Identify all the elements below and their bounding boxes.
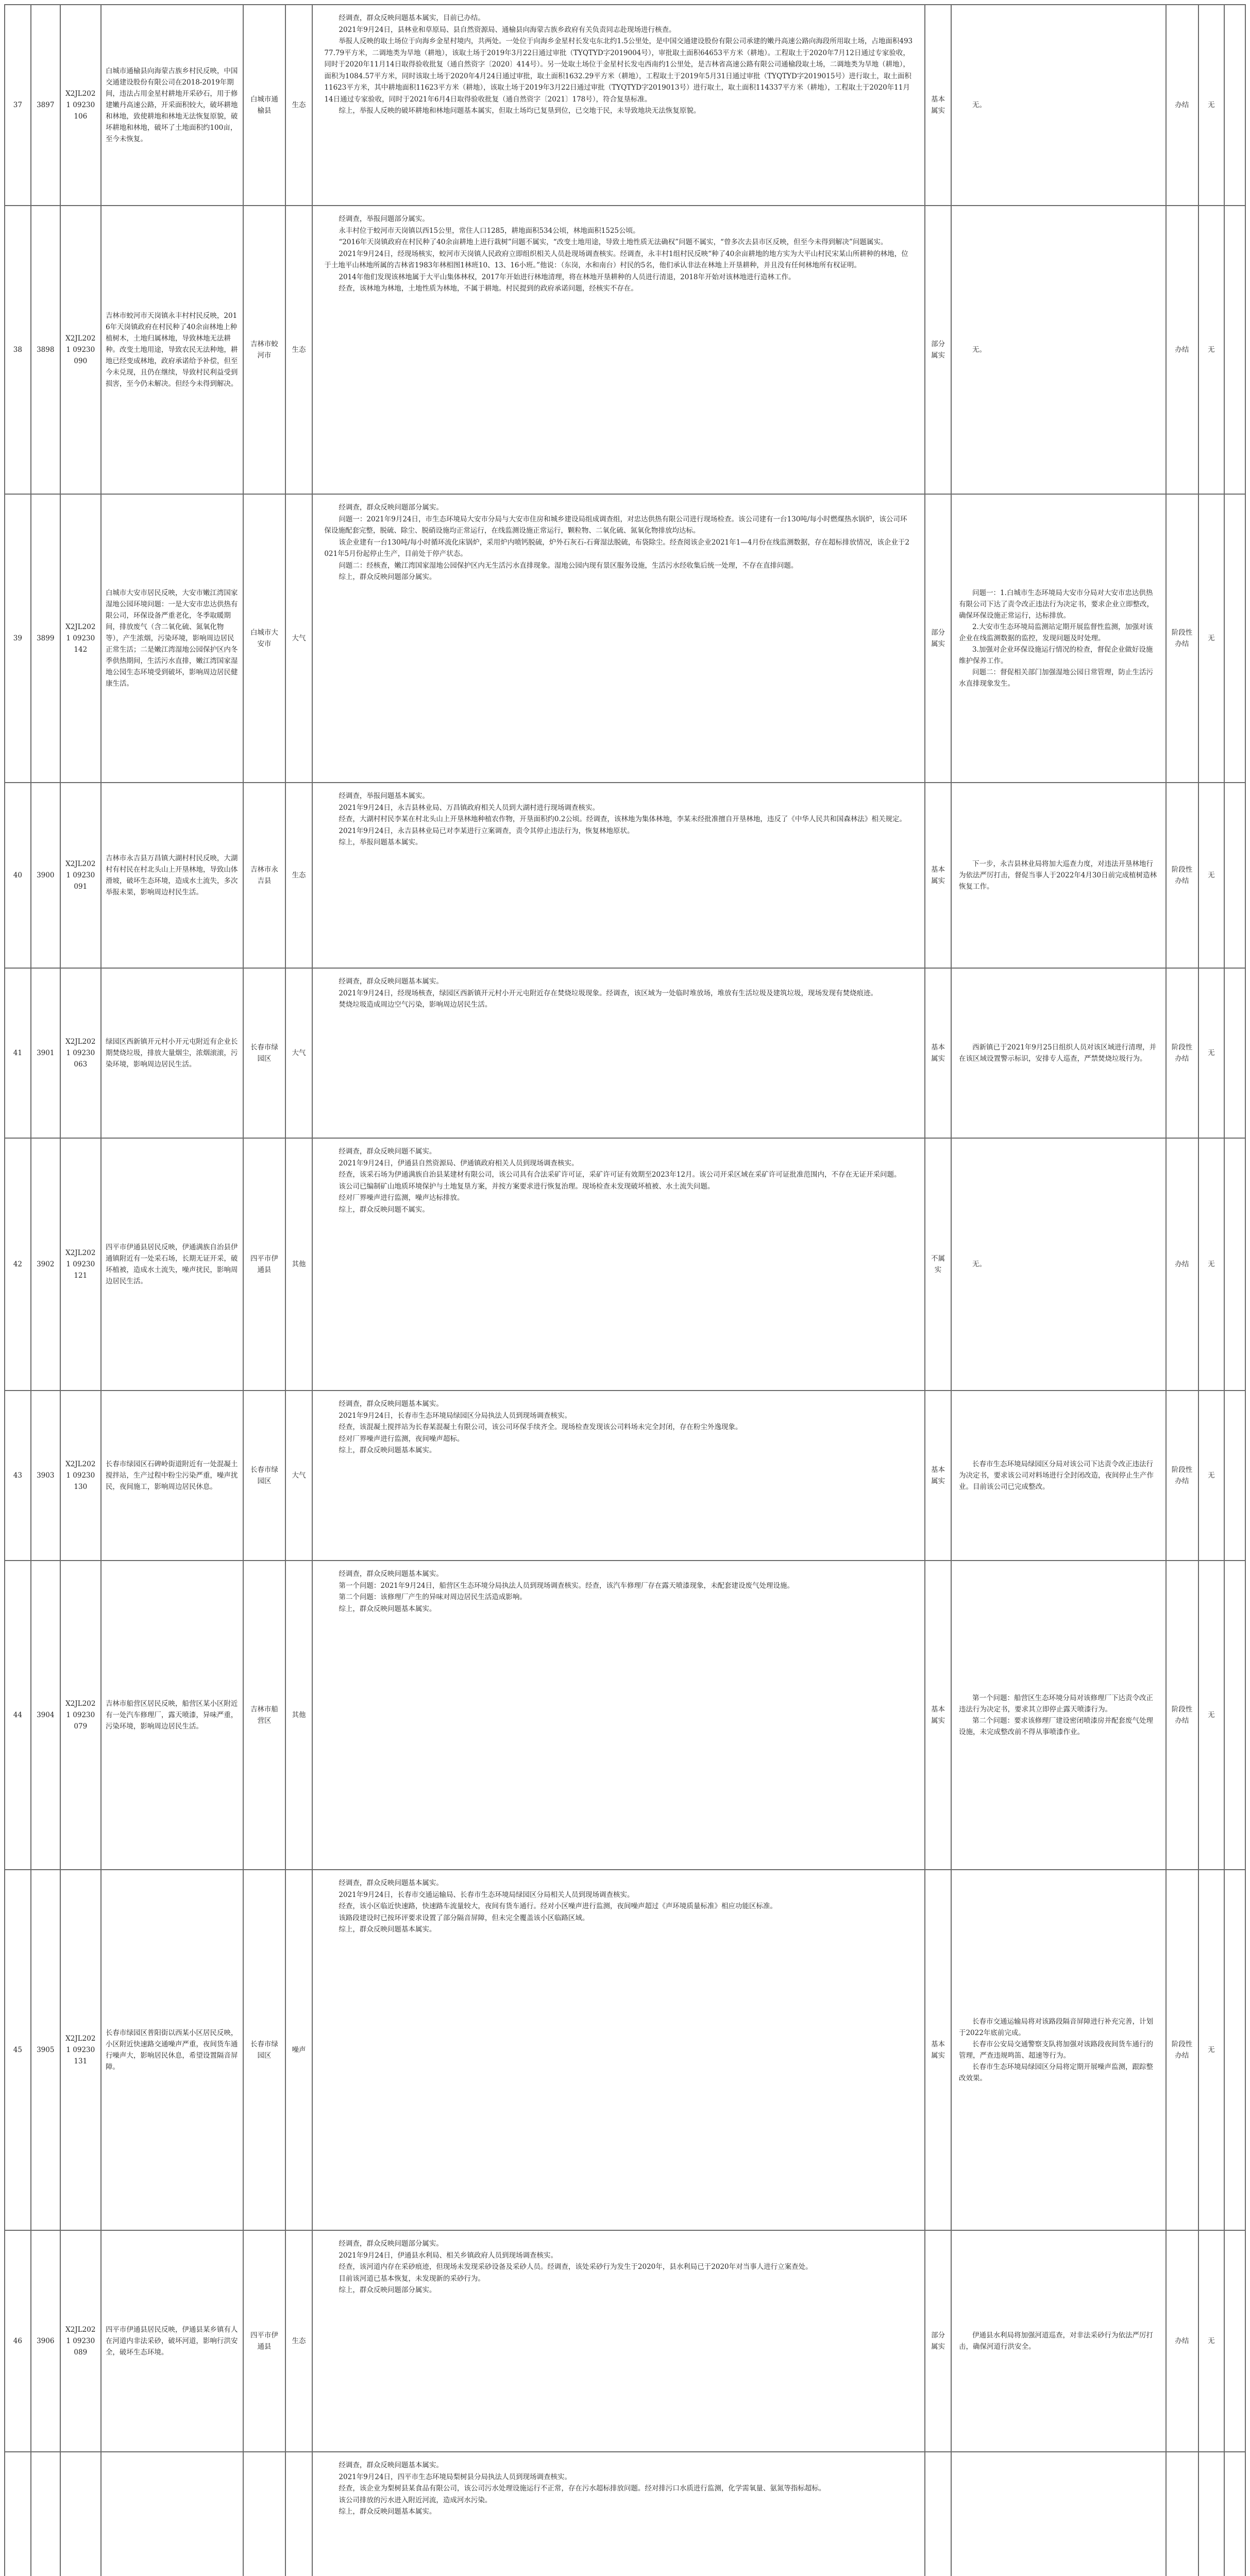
verdict: 基本属实 [925,1870,951,2230]
remark [1224,5,1245,206]
table-row [5,968,1245,1138]
remark [1224,2230,1245,2452]
investigation-process-paragraph: 经调查，群众反映问题基本属实，目前已办结。 [339,14,485,22]
rectification [951,1138,1166,1391]
accountability: 无 [1198,1138,1225,1391]
case-id: X2JL2021 09230091 [60,783,101,968]
row-number: 43 [5,1391,31,1561]
rectification [951,2452,1166,2576]
investigation-process [312,494,925,783]
complaint-text: 白城市大安市居民反映，大安市嫩江湾国家湿地公园环境问题：一是大安市忠达供热有限公司，环保设备严重老化，冬季取暖期间，排放废气（含二氧化硫、氮氧化物等），产生浓烟，污染环境，影响周边居民正常生活；二是嫩江湾湿地公园保护区内冬季供热期间，生活污水直排，嫩江湾国家湿地公园生态环境受到破坏，影响周边居民健康生活。 [101,494,243,783]
investigation-process-paragraph: 经调查，群众反映问题基本属实。 [339,1400,443,1408]
status: 阶段性办结 [1166,1870,1198,2230]
investigation-process-paragraph: 经调查，群众反映问题基本属实。 [339,1570,443,1578]
verdict: 基本属实 [925,1561,951,1870]
investigation-process [312,1561,925,1870]
rectification-paragraph: 长春市生态环境局绿园区分局对该公司下达责令改正违法行为决定书，要求该公司对料场进行全封闭改造，夜间停止生产作业。目前该公司已完成整改。 [958,1460,1154,1491]
complaint-text: 白城市通榆县向海蒙古族乡村民反映，中国交通建设股份有限公司在2018-2019年期间，违法占用金星村耕地开采砂石，用于修建嫩丹高速公路，开采面积较大，破坏耕地和林地，致使耕地和林地无法恢复原貌，破坏耕地和林地，破坏了土地面积约100亩，至今未恢复。 [101,5,243,206]
status: 办结 [1166,5,1198,206]
investigation-process [312,1138,925,1391]
document-page [4,4,1246,2576]
row-number: 41 [5,968,31,1138]
table-row [5,1391,1245,1561]
rectification-paragraph: 下一步，永吉县林业局将加大巡查力度，对违法开垦林地行为依法严厉打击，督促当事人于2022年4月30日前完成植树造林恢复工作。 [958,860,1157,891]
verdict: 部分属实 [925,2230,951,2452]
complaint-text [101,2452,243,2576]
case-code: 3899 [31,494,60,783]
accountability: 无 [1198,1870,1225,2230]
rectification [951,1870,1166,2230]
remark [1224,1138,1245,1391]
pollution-type: 大气 [285,968,313,1138]
investigation-process-paragraph: 2021年9月24日，伊通县自然资源局、伊通镇政府相关人员到现场调查核实。 [339,1159,579,1167]
pollution-type: 其他 [285,1138,313,1391]
pollution-type: 生态 [285,2230,313,2452]
rectification [951,1561,1166,1870]
location [243,2452,285,2576]
complaint-text: 四平市伊通县居民反映，伊通县某乡镇有人在河道内非法采砂，破坏河道，影响行洪安全，破坏生态环境。 [101,2230,243,2452]
investigation-process-paragraph: 焚烧垃圾造成周边空气污染，影响周边居民生活。 [339,1001,492,1009]
status: 办结 [1166,1138,1198,1391]
accountability: 无 [1198,5,1225,206]
investigation-process-paragraph: 第二个问题：该修理厂产生的异味对周边居民生活造成影响。 [339,1593,527,1601]
investigation-process-paragraph: 经调查，举报问题基本属实。 [339,792,429,800]
location: 白城市大安市 [243,494,285,783]
investigation-process-paragraph: 经调查，群众反映问题基本属实。 [339,1879,443,1887]
investigation-process-paragraph: 综上，群众反映问题基本属实。 [339,2507,436,2516]
rectification [951,1391,1166,1561]
location: 吉林市蛟河市 [243,206,285,494]
accountability: 无 [1198,783,1225,968]
investigation-process-paragraph: 问题二：经核查，嫩江湾国家湿地公园保护区内无生活污水直排现象。湿地公园内现有景区服务设施，生活污水经收集后统一处理，不存在直排问题。 [339,561,798,570]
investigation-process-paragraph: 综上，群众反映问题部分属实。 [339,573,436,581]
case-id: X2JL2021 09230131 [60,1870,101,2230]
investigation-process [312,783,925,968]
verdict: 基本属实 [925,783,951,968]
row-number: 40 [5,783,31,968]
rectification-paragraph: 无。 [972,346,986,354]
accountability: 无 [1198,1561,1225,1870]
accountability: 无 [1198,1391,1225,1561]
investigation-process [312,2230,925,2452]
rectification-paragraph: 第一个问题：船营区生态环境分局对该修理厂下达责令改正违法行为决定书，要求其立即停止露天喷漆行为。 [958,1694,1153,1714]
investigation-process-paragraph: 问题一：2021年9月24日，市生态环境局大安市分局与大安市住房和城乡建设局组成调查组，对忠达供热有限公司进行现场检查。该公司建有一台130吨/每小时燃煤热水锅炉，该公司环保设施配套完整，脱硫、除尘、脱硝设施均正常运行，在线监测设施正常运行，颗粒物、二氧化硫、氮氧化物排放均达标。 [324,515,907,535]
rectification-paragraph: 西新镇已于2021年9月25日组织人员对该区域进行清理，并在该区域设置警示标识，安排专人巡查，严禁焚烧垃圾行为。 [958,1043,1157,1063]
row-number: 45 [5,1870,31,2230]
pollution-type: 生态 [285,783,313,968]
pollution-type: 其他 [285,1561,313,1870]
verdict: 部分属实 [925,494,951,783]
investigation-process-paragraph: 2021年9月24日，经现场核实，蛟河市天岗镇人民政府立即组织相关人员赴现场调查核实。经调查，永丰村1组村民反映“种了40余亩耕地的地方实为大平山村民宋某山所耕种的林地，位于土地平山林地所属的吉林省1983年林相图1林班10、13、16小班。”他说：（东岗，水和南台）村民的5名，他们承认非法在林地上开垦耕种，并且没有任何林地所有权证明。 [324,249,908,269]
rectification-paragraph: 第二个问题：要求该修理厂建设密闭喷漆房并配套废气处理设施，未完成整改前不得从事喷漆作业。 [958,1717,1153,1736]
remark [1224,1870,1245,2230]
location: 白城市通榆县 [243,5,285,206]
rectification-paragraph: 问题二：督促相关部门加强湿地公园日常管理，防止生活污水直排现象发生。 [958,668,1153,688]
row-number: 46 [5,2230,31,2452]
investigation-process-paragraph: 经对厂界噪声进行监测，夜间噪声超标。 [339,1434,464,1443]
investigation-process-paragraph: 2021年9月24日，县林业和草原局、县自然资源局、通榆县向海蒙古族乡政府有关负责同志赴现场进行核查。 [339,25,676,34]
status: 阶段性办结 [1166,968,1198,1138]
investigation-process [312,2452,925,2576]
rectification-paragraph: 3.加强对企业环保设施运行情况的检查，督促企业做好设施维护保养工作。 [958,646,1153,665]
table-row [5,1561,1245,1870]
status: 办结 [1166,2230,1198,2452]
investigation-process-paragraph: 综上，举报人反映的破坏耕地和林地问题基本属实，但取土场均已复垦到位，已交地于民，未导致地块无法恢复原貌。 [339,107,701,115]
rectification-paragraph: 长春市公安局交通警察支队将加强对该路段夜间货车通行的管理，严查违规鸣笛、超速等行为。 [958,2040,1153,2060]
case-id: X2JL2021 09230106 [60,5,101,206]
rectification [951,968,1166,1138]
rectification [951,783,1166,968]
case-id: X2JL2021 09230130 [60,1391,101,1561]
investigation-process-paragraph: 综上，群众反映问题不属实。 [339,1205,429,1214]
case-id [60,2452,101,2576]
rectification-paragraph: 长春市交通运输局将对该路段隔音屏障进行补充完善，计划于2022年底前完成。 [958,2018,1153,2037]
investigation-process-paragraph: 综上，群众反映问题基本属实。 [339,1925,436,1934]
investigation-process [312,968,925,1138]
case-code: 3902 [31,1138,60,1391]
investigation-process-paragraph: 2021年9月24日，永吉县林业局、万昌镇政府相关人员到大湖村进行现场调查核实。 [339,803,600,812]
status: 阶段性办结 [1166,783,1198,968]
case-id: X2JL2021 09230063 [60,968,101,1138]
case-code: 3906 [31,2230,60,2452]
complaint-text: 四平市伊通县居民反映，伊通满族自治县伊通镇附近有一处采石场，长期无证开采，破坏植被，造成水土流失，噪声扰民，影响周边居民生活。 [101,1138,243,1391]
investigation-process-paragraph: 该路段建设时已按环评要求设置了部分隔音屏障，但未完全覆盖该小区临路区域。 [339,1913,589,1922]
remark [1224,783,1245,968]
case-code: 3904 [31,1561,60,1870]
investigation-process [312,1391,925,1561]
rectification-paragraph: 无。 [972,101,986,109]
verdict: 基本属实 [925,5,951,206]
complaint-text: 长春市绿园区普阳街以西某小区居民反映，小区附近快速路交通噪声严重，夜间货车通行噪声大，影响居民休息，希望设置隔音屏障。 [101,1870,243,2230]
rectification [951,5,1166,206]
investigation-process-paragraph: 举报人反映的取土场位于向海乡金星村境内，共两处。一处位于向海乡金星村长发屯东北约1.5公里处，是中国交通建设股份有限公司承建的嫩丹高速公路向海段所用取土场，占地面积49377.79平方米，二调地类为旱地（耕地），该取土场于2019年3月22日通过审批（TYQTYD字2019004号），审批取土面积64653平方米（耕地）。工程取土于2020年7月12日通过专家验收，同时于2020年11月14日取得验收批复（通自然资字〔2020〕414号）。另一处取土场位于金星村长发屯西南约1公里处，是吉林省高速公路有限公司通榆段取土场，二调地类为旱地（耕地），面积为1084.57平方米，同时该取土场于2020年4月24日通过审批，取土面积1632.29平方米（耕地），工程取土于2019年5月31日通过审批（TYQTYD字2019015号）进行取土，取土面积11623平方米，其中耕地面积11623平方米（耕地），该取土场于2019年3月22日通过审批（TYQTYD字2019013号）进行取土，取土面积114337平方米（耕地），工程取土于2020年11月14日通过专家验收，同时于2021年6月4日取得验收批复（通自然资字〔2021〕178号），符合复垦标准。 [324,37,913,104]
investigation-process-paragraph: 经查，该河道内存在采砂痕迹，但现场未发现采砂设备及采砂人员。经调查，该处采砂行为发生于2020年，县水利局已于2020年对当事人进行立案查处。 [339,2263,813,2271]
remark [1224,206,1245,494]
investigation-process-paragraph: 经查，该企业为梨树县某食品有限公司，该公司污水处理设施运行不正常，存在污水超标排放问题。经对排污口水质进行监测，化学需氧量、氨氮等指标超标。 [339,2484,826,2493]
investigation-process-paragraph: 2021年9月24日，长春市交通运输局、长春市生态环境局绿园区分局相关人员到现场调查核实。 [339,1890,634,1899]
investigation-process-paragraph: 2021年9月24日，永吉县林业局已对李某进行立案调查，责令其停止违法行为，恢复林地原状。 [339,826,634,835]
complaint-text: 绿园区西新镇开元村小开元屯附近有企业长期焚烧垃圾，排放大量烟尘，浓烟滚滚，污染环境，影响周边居民生活。 [101,968,243,1138]
investigation-process-paragraph: 2014年他们发现该林地属于大平山集体林权，2017年开始进行林地清理，将在林地开垦耕种的人员进行清退，2018年开始对该林地进行造林工作。 [339,273,796,281]
table-row [5,2452,1245,2576]
rectification-paragraph: 问题一：1.白城市生态环境局大安市分局对大安市忠达供热有限公司下达了责令改正违法行为决定书，要求企业立即整改，确保环保设施正常运行，达标排放。 [958,589,1154,620]
case-code: 3900 [31,783,60,968]
table-row [5,494,1245,783]
pollution-type: 生态 [285,206,313,494]
rectification [951,206,1166,494]
remark [1224,2452,1245,2576]
case-code: 3897 [31,5,60,206]
investigation-process-paragraph: 综上，举报问题基本属实。 [339,838,423,846]
case-id: X2JL2021 09230121 [60,1138,101,1391]
investigation-process-paragraph: “2016年天岗镇政府在村民种了40余亩耕地上进行栽树”问题不属实，“改变土地用途，导致土地性质无法确权”问题不属实，“曾多次去县市区反映，但至今未得到解决”问题属实。 [339,238,888,246]
investigation-process-paragraph: 该公司排放的污水进入附近河流，造成河水污染。 [339,2496,492,2504]
rectification-paragraph: 无。 [972,1260,986,1268]
status: 阶段性办结 [1166,1391,1198,1561]
row-number: 42 [5,1138,31,1391]
rectification-paragraph: 2.大安市生态环境局监测站定期开展监督性监测，加强对该企业在线监测数据的监控，发现问题及时处理。 [958,623,1153,642]
investigation-process-paragraph: 2021年9月24日，四平市生态环境局梨树县分局执法人员到现场调查核实。 [339,2472,572,2481]
pollution-type: 大气 [285,1391,313,1561]
accountability: 无 [1198,968,1225,1138]
row-number: 37 [5,5,31,206]
row-number [5,2452,31,2576]
status: 阶段性办结 [1166,1561,1198,1870]
case-id: X2JL2021 09230089 [60,2230,101,2452]
investigation-process [312,1870,925,2230]
remark [1224,1561,1245,1870]
case-code: 3905 [31,1870,60,2230]
case-code [31,2452,60,2576]
complaint-table [4,4,1246,2576]
verdict: 部分属实 [925,206,951,494]
investigation-process [312,206,925,494]
pollution-type: 生态 [285,5,313,206]
accountability [1198,2452,1225,2576]
case-code: 3898 [31,206,60,494]
investigation-process-paragraph: 2021年9月24日，长春市生态环境局绿园区分局执法人员到现场调查核实。 [339,1411,572,1420]
investigation-process-paragraph: 经调查，群众反映问题基本属实。 [339,2461,443,2469]
pollution-type [285,2452,313,2576]
table-row [5,5,1245,206]
rectification [951,494,1166,783]
verdict: 基本属实 [925,1391,951,1561]
location: 吉林市船营区 [243,1561,285,1870]
status: 办结 [1166,206,1198,494]
location: 长春市绿园区 [243,1870,285,2230]
pollution-type: 大气 [285,494,313,783]
investigation-process-paragraph: 经调查，群众反映问题部分属实。 [339,2240,443,2248]
status: 阶段性办结 [1166,494,1198,783]
table-row [5,206,1245,494]
investigation-process-paragraph: 经查，该小区临近快速路，快速路车流量较大，夜间有货车通行。经对小区噪声进行监测，夜间噪声超过《声环境质量标准》相应功能区标准。 [339,1902,777,1910]
investigation-process-paragraph: 经查，该采石场为伊通满族自治县某建材有限公司，该公司具有合法采矿许可证，采矿许可证有效期至2023年12月。该公司开采区域在采矿许可证批准范围内，不存在无证开采问题。 [339,1171,901,1179]
remark [1224,968,1245,1138]
table-row [5,783,1245,968]
complaint-text: 吉林市永吉县万昌镇大湖村村民反映，大湖村有村民在村北头山上开垦林地，导致山体滑坡，破坏生态环境，造成水土流失，多次举报未果，影响周边村民生活。 [101,783,243,968]
rectification-paragraph: 长春市生态环境局绿园区分局将定期开展噪声监测，跟踪整改效果。 [958,2063,1153,2082]
verdict [925,2452,951,2576]
accountability: 无 [1198,2230,1225,2452]
location: 吉林市永吉县 [243,783,285,968]
rectification-paragraph: 伊通县水利局将加强河道巡查，对非法采砂行为依法严厉打击，确保河道行洪安全。 [958,2331,1153,2351]
table-row [5,2230,1245,2452]
rectification [951,2230,1166,2452]
complaint-text: 吉林市蛟河市天岗镇永丰村村民反映，2016年天岗镇政府在村民种了40余亩林地上种植树木，土地归属林地，导致林地无法耕种。改变土地用途，导致农民无法种地，耕地已经变成林地，政府承诺给予补偿，但至今未兑现，且仍在继续，导致村民利益受到损害，至今仍未解决。但经今未得到解决。 [101,206,243,494]
investigation-process-paragraph: 目前该河道已基本恢复，未发现新的采砂行为。 [339,2274,485,2283]
table-row [5,1870,1245,2230]
investigation-process-paragraph: 经调查，群众反映问题基本属实。 [339,977,443,986]
row-number: 39 [5,494,31,783]
row-number: 38 [5,206,31,494]
remark [1224,494,1245,783]
accountability: 无 [1198,494,1225,783]
case-code: 3901 [31,968,60,1138]
status [1166,2452,1198,2576]
case-id: X2JL2021 09230090 [60,206,101,494]
investigation-process-paragraph: 2021年9月24日，经现场核查，绿园区西新镇开元村小开元屯附近存在焚烧垃圾现象。经调查，该区域为一处临时堆放场，堆放有生活垃圾及建筑垃圾，现场发现有焚烧痕迹。 [339,989,878,997]
investigation-process [312,5,925,206]
investigation-process-paragraph: 综上，群众反映问题基本属实。 [339,1604,436,1613]
investigation-process-paragraph: 经对厂界噪声进行监测，噪声达标排放。 [339,1194,464,1202]
table-row [5,1138,1245,1391]
investigation-process-paragraph: 经调查，举报问题部分属实。 [339,215,429,223]
investigation-process-paragraph: 经调查，群众反映问题部分属实。 [339,503,443,512]
accountability: 无 [1198,206,1225,494]
complaint-text: 吉林市船营区居民反映，船营区某小区附近有一处汽车修理厂，露天喷漆，异味严重，污染环境，影响周边居民生活。 [101,1561,243,1870]
complaint-text: 长春市绿园区石碑岭街道附近有一处混凝土搅拌站，生产过程中粉尘污染严重，噪声扰民，夜间施工，影响周边居民休息。 [101,1391,243,1561]
investigation-process-paragraph: 经查，该林地为林地，土地性质为林地，不属于耕地。村民提到的政府承诺问题，经核实不存在。 [339,284,638,293]
investigation-process-paragraph: 经调查，群众反映问题不属实。 [339,1147,436,1156]
investigation-process-paragraph: 经查，该混凝土搅拌站为长春某混凝土有限公司，该公司环保手续齐全。现场检查发现该公司料场未完全封闭，存在粉尘外逸现象。 [339,1423,742,1431]
investigation-process-paragraph: 该公司已编制矿山地质环境保护与土地复垦方案，并按方案要求进行恢复治理。现场检查未发现破坏植被、水土流失问题。 [339,1182,715,1191]
case-id: X2JL2021 09230142 [60,494,101,783]
pollution-type: 噪声 [285,1870,313,2230]
verdict: 不属实 [925,1138,951,1391]
investigation-process-paragraph: 经查，大湖村村民李某在村北头山上开垦林地种植农作物，开垦面积约0.2公顷。经调查，该林地为集体林地，李某未经批准擅自开垦林地，违反了《中华人民共和国森林法》相关规定。 [339,815,906,823]
investigation-process-paragraph: 第一个问题：2021年9月24日，船营区生态环境分局执法人员到现场调查核实。经查，该汽车修理厂存在露天喷漆现象，未配套建设废气处理设施。 [339,1581,795,1590]
remark [1224,1391,1245,1561]
case-code: 3903 [31,1391,60,1561]
row-number: 44 [5,1561,31,1870]
investigation-process-paragraph: 该企业建有一台130吨/每小时循环流化床锅炉，采用炉内喷钙脱硫，炉外石灰石-石膏湿法脱硫，布袋除尘。经查阅该企业2021年1—4月份在线监测数据，存在超标排放情况，该企业于2021年5月份起停止生产，目前处于停产状态。 [324,538,909,558]
verdict: 基本属实 [925,968,951,1138]
case-id: X2JL2021 09230079 [60,1561,101,1870]
location: 长春市绿园区 [243,1391,285,1561]
investigation-process-paragraph: 2021年9月24日，伊通县水利局、相关乡镇政府人员到现场调查核实。 [339,2251,558,2260]
investigation-process-paragraph: 综上，群众反映问题基本属实。 [339,1446,436,1454]
location: 四平市伊通县 [243,2230,285,2452]
location: 四平市伊通县 [243,1138,285,1391]
investigation-process-paragraph: 永丰村位于蛟河市天岗镇以西15公里，常住人口1285，耕地面积534公顷，林地面积1525公顷。 [339,226,640,235]
investigation-process-paragraph: 综上，群众反映问题部分属实。 [339,2286,436,2294]
location: 长春市绿园区 [243,968,285,1138]
